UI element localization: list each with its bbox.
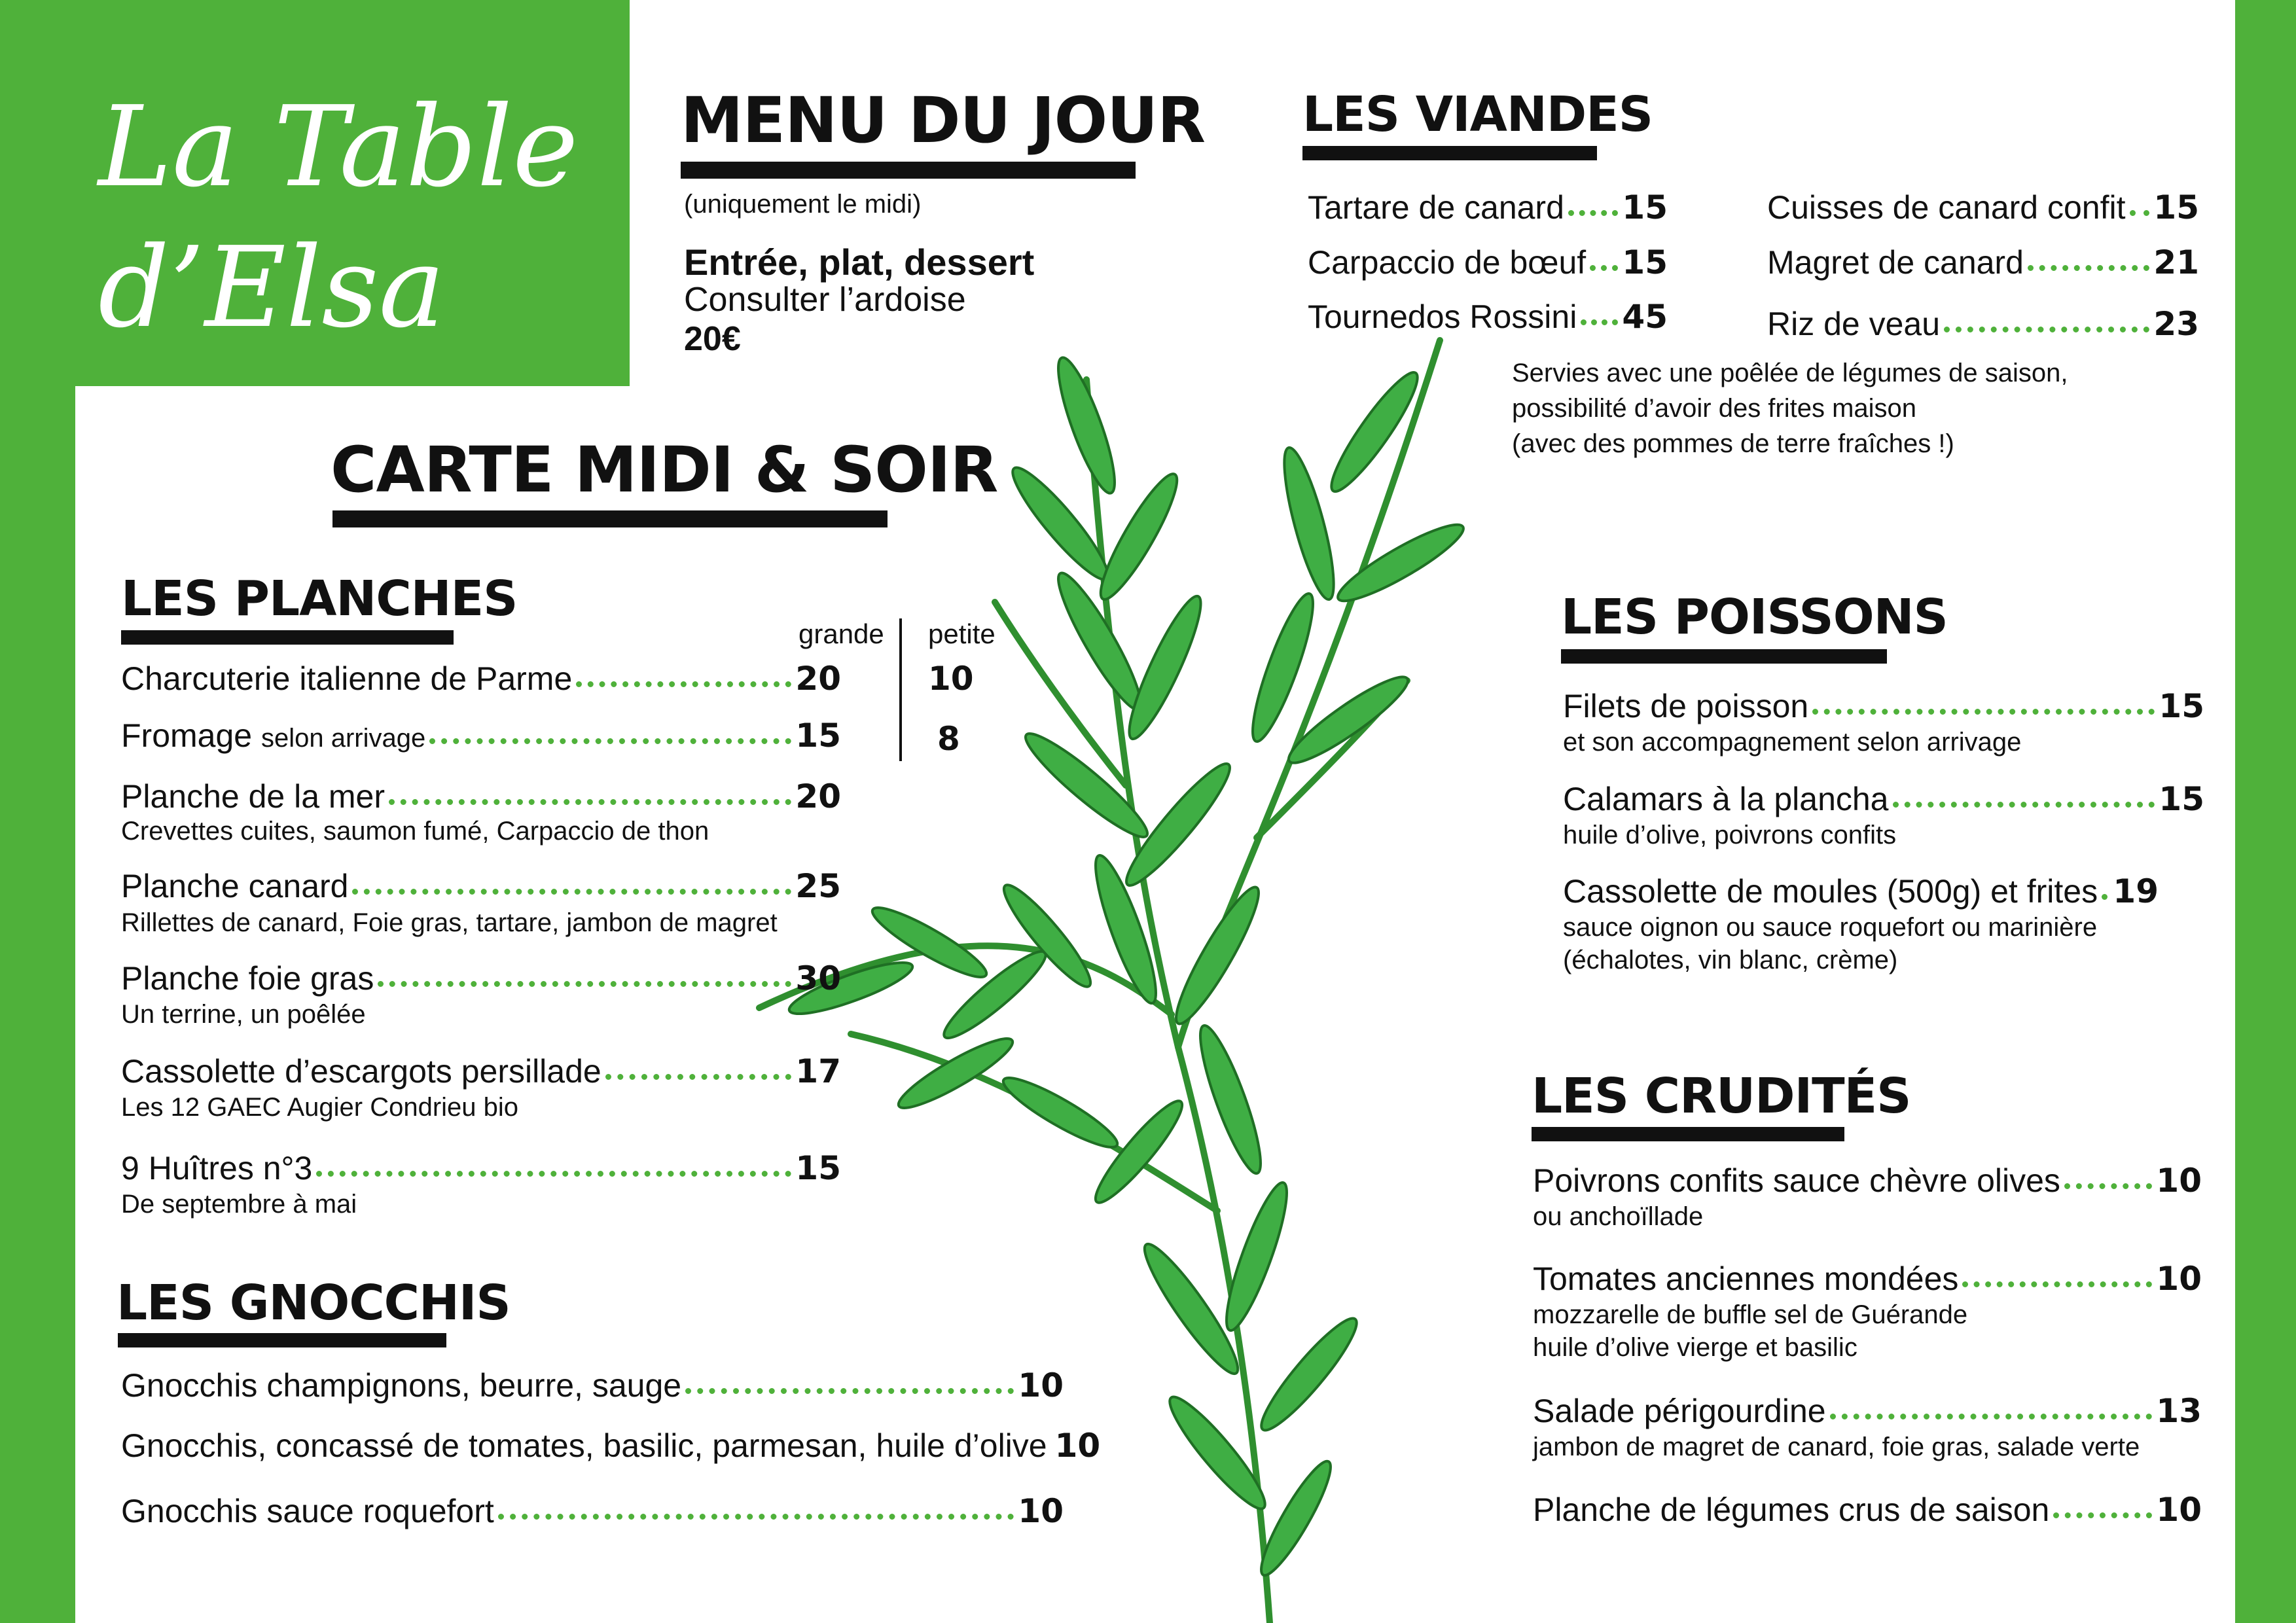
planche-item-6: 9 Huîtres n°3 15 [121, 1149, 841, 1187]
crudite-item-1: Tomates anciennes mondées 10 [1533, 1260, 2202, 1298]
viandes-note-1: possibilité d’avoir des frites maison [1512, 394, 1917, 423]
viandes-underline [1302, 146, 1597, 160]
gnocchis-title: LES GNOCCHIS [117, 1275, 511, 1331]
crudite-item-2-sub: jambon de magret de canard, foie gras, salade verte [1533, 1433, 2140, 1461]
viandes-note-2: (avec des pommes de terre fraîches !) [1512, 429, 1954, 458]
planches-title: LES PLANCHES [121, 571, 518, 627]
poissons-underline [1561, 649, 1887, 664]
viande-left-0: Tartare de canard 15 [1308, 188, 1668, 226]
crudite-item-2: Salade périgourdine 13 [1533, 1392, 2202, 1430]
menu-du-jour-line2: Consulter l’ardoise [684, 281, 966, 319]
poisson-item-1-sub: huile d’olive, poivrons confits [1563, 821, 1897, 849]
crudites-underline [1532, 1127, 1844, 1141]
viande-right-1: Magret de canard 21 [1767, 243, 2199, 281]
viandes-note-0: Servies avec une poêlée de légumes de saison, [1512, 359, 2068, 387]
viande-left-2: Tournedos Rossini 45 [1308, 298, 1668, 336]
planche-item-1: Fromage selon arrivage 15 [121, 717, 841, 755]
planches-underline [121, 630, 454, 645]
viande-left-1: Carpaccio de bœuf 15 [1308, 243, 1668, 281]
poisson-item-2: Cassolette de moules (500g) et frites 19 [1563, 872, 2159, 910]
planche-item-1-petite: 8 [937, 720, 960, 758]
gnocchi-item-1: Gnocchis, concassé de tomates, basilic, parmesan, huile d’olive 10 [121, 1427, 1101, 1465]
crudites-title: LES CRUDITÉS [1532, 1068, 1911, 1124]
planche-item-4: Planche foie gras 30 [121, 959, 841, 997]
viande-right-0: Cuisses de canard confit 15 [1767, 188, 2199, 226]
crudite-item-0: Poivrons confits sauce chèvre olives 10 [1533, 1162, 2202, 1200]
crudite-item-1-sub-0: mozzarelle de buffle sel de Guérande [1533, 1300, 1968, 1329]
menu-du-jour-price: 20€ [684, 320, 741, 358]
menu-du-jour-line1: Entrée, plat, dessert [684, 241, 1035, 283]
carte-underline [332, 510, 888, 527]
planche-item-6-sub: De septembre à mai [121, 1190, 357, 1219]
poisson-item-0: Filets de poisson 15 [1563, 687, 2204, 725]
crudite-item-3: Planche de légumes crus de saison 10 [1533, 1491, 2202, 1529]
poisson-item-2-sub-0: sauce oignon ou sauce roquefort ou marinière [1563, 913, 2098, 942]
poisson-item-0-sub: et son accompagnement selon arrivage [1563, 728, 2022, 757]
poisson-item-1: Calamars à la plancha 15 [1563, 780, 2204, 818]
planche-item-5: Cassolette d’escargots persillade 17 [121, 1052, 841, 1090]
viandes-title: LES VIANDES [1302, 86, 1653, 143]
planche-item-5-sub: Les 12 GAEC Augier Condrieu bio [121, 1093, 519, 1122]
crudite-item-1-sub-1: huile d’olive vierge et basilic [1533, 1333, 1857, 1362]
poissons-title: LES POISSONS [1561, 589, 1948, 645]
brand-line-1: La Table [98, 82, 579, 212]
planche-item-2: Planche de la mer 20 [121, 777, 841, 815]
carte-title: CARTE MIDI & SOIR [331, 433, 998, 507]
brand-logo [0, 0, 630, 386]
viande-right-2: Riz de veau 23 [1767, 305, 2199, 343]
col-grande-header: grande [798, 618, 884, 649]
planche-item-0-petite: 10 [928, 660, 974, 698]
gnocchis-underline [118, 1333, 446, 1347]
menu-du-jour-underline [681, 162, 1136, 179]
poisson-item-2-sub-1: (échalotes, vin blanc, crème) [1563, 946, 1898, 974]
planche-item-2-sub: Crevettes cuites, saumon fumé, Carpaccio de thon [121, 817, 709, 846]
right-border [2235, 0, 2296, 1623]
col-petite-header: petite [928, 618, 996, 649]
planche-item-3: Planche canard 25 [121, 867, 841, 905]
brand-line-2: d’Elsa [98, 223, 445, 353]
crudite-item-0-sub: ou anchoïllade [1533, 1202, 1704, 1231]
menu-du-jour-title: MENU DU JOUR [681, 84, 1206, 157]
planche-item-3-sub: Rillettes de canard, Foie gras, tartare, jambon de magret [121, 908, 778, 937]
menu-du-jour-note: (uniquement le midi) [684, 190, 922, 219]
gnocchi-item-0: Gnocchis champignons, beurre, sauge 10 [121, 1366, 1064, 1404]
planche-item-0: Charcuterie italienne de Parme 20 [121, 660, 841, 698]
gnocchi-item-2: Gnocchis sauce roquefort 10 [121, 1492, 1064, 1530]
planche-item-4-sub: Un terrine, un poêlée [121, 1000, 366, 1029]
price-column-divider [899, 618, 902, 761]
